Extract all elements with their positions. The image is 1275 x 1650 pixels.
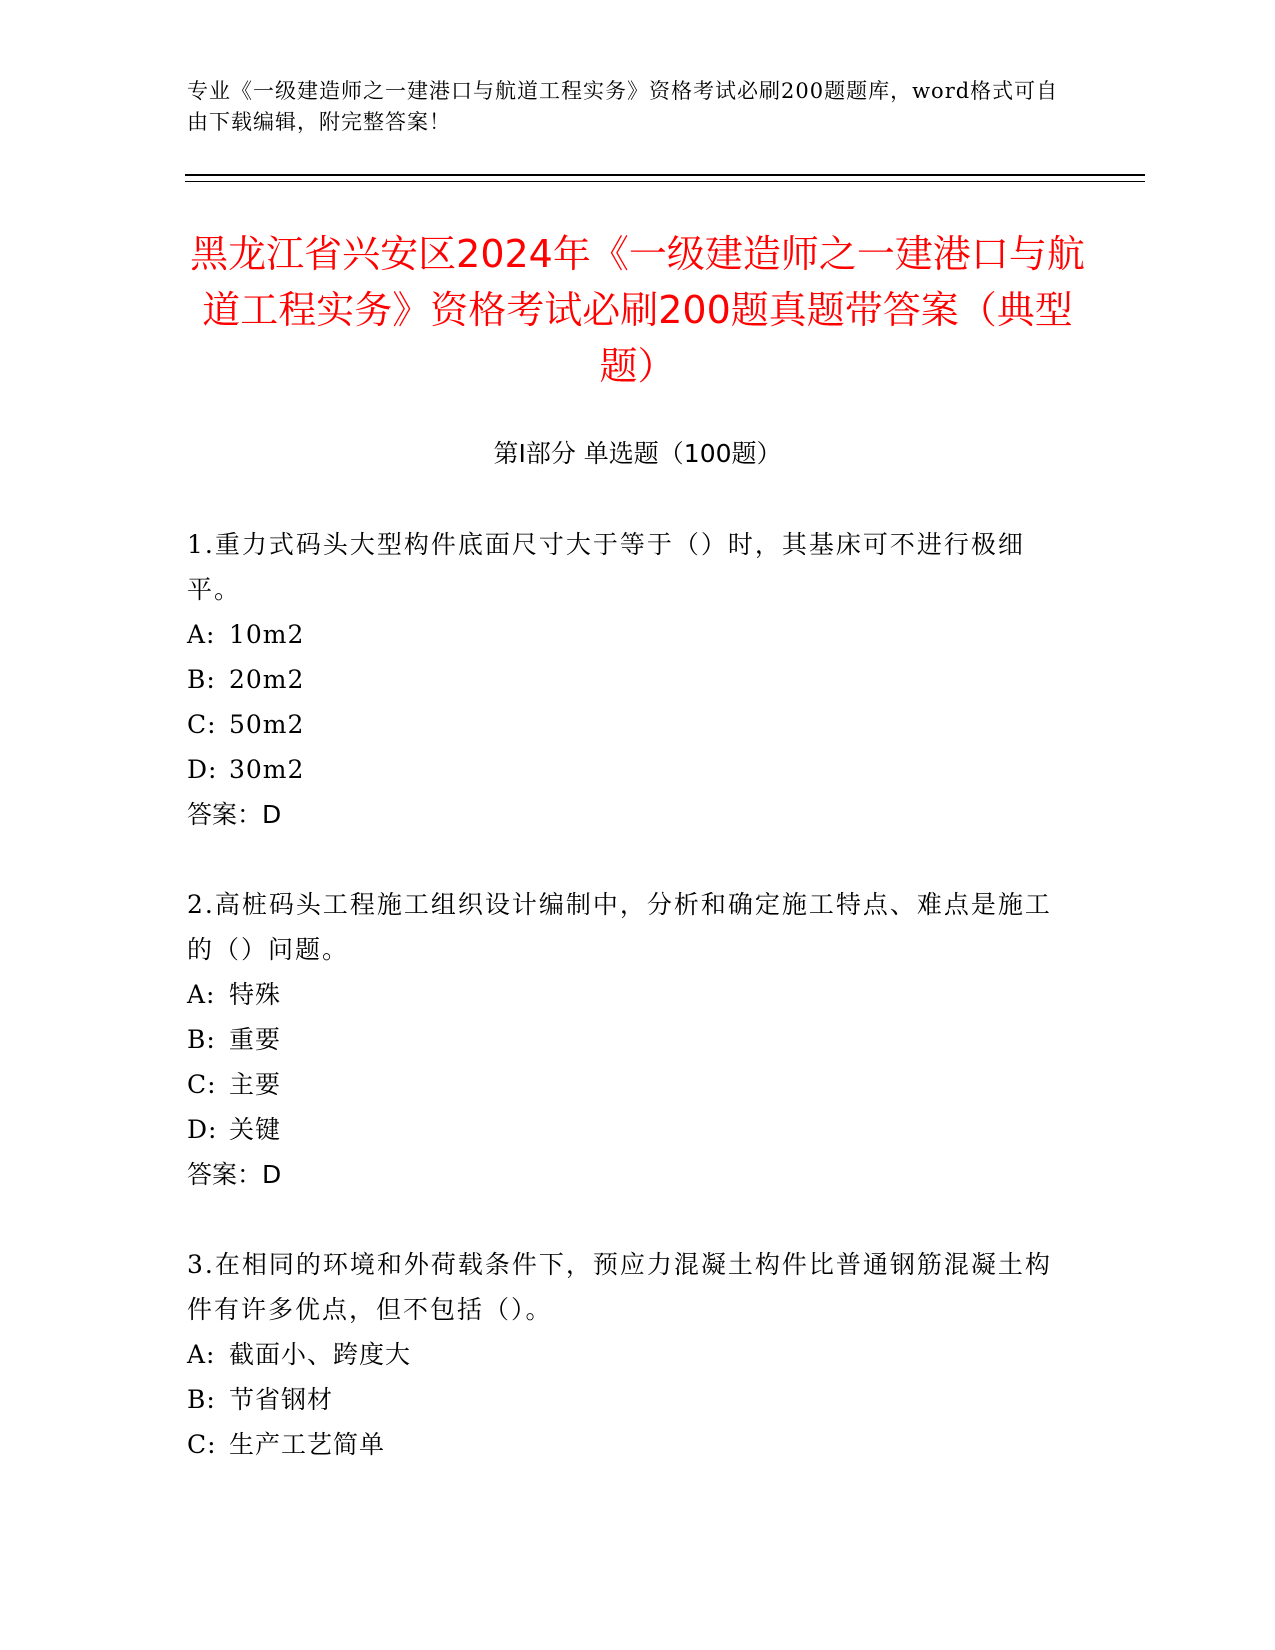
- option-text: 50m2: [229, 710, 305, 739]
- option-letter: C:: [187, 1430, 217, 1459]
- answer: 答案：D: [187, 800, 282, 829]
- question-stem: 2.高桩码头工程施工组织设计编制中，分析和确定施工特点、难点是施工的（）问题。: [187, 890, 1052, 964]
- answer: 答案：D: [187, 1160, 282, 1189]
- option-text: 关键: [229, 1115, 282, 1144]
- option-a: [187, 1332, 1067, 1377]
- option-text: 20m2: [229, 665, 305, 694]
- option-text: 节省钢材: [229, 1385, 334, 1414]
- option-letter: C:: [187, 710, 217, 739]
- option-letter: B:: [187, 665, 216, 694]
- option-text: 特殊: [229, 980, 282, 1009]
- option-c: [187, 702, 1067, 747]
- option-letter: A:: [187, 620, 216, 649]
- option-d: [187, 1107, 1067, 1152]
- header-note: 专业《一级建造师之一建港口与航道工程实务》资格考试必刷200题题库，word格式可自由下载编辑，附完整答案！: [187, 79, 1059, 134]
- question-1: [187, 522, 1067, 837]
- question-2: [187, 882, 1067, 1197]
- option-letter: B:: [187, 1385, 216, 1414]
- option-c: [187, 1422, 1067, 1467]
- option-letter: A:: [187, 1340, 216, 1369]
- option-text: 10m2: [229, 620, 305, 649]
- option-d: [187, 747, 1067, 792]
- option-b: [187, 1377, 1067, 1422]
- option-text: 生产工艺简单: [229, 1430, 386, 1459]
- option-letter: B:: [187, 1025, 216, 1054]
- question-stem: 3.在相同的环境和外荷载条件下，预应力混凝土构件比普通钢筋混凝土构件有许多优点，但不包括（）。: [187, 1250, 1052, 1324]
- option-letter: C:: [187, 1070, 217, 1099]
- option-letter: D:: [187, 755, 218, 784]
- header-divider-thick: [185, 174, 1145, 176]
- header-divider-thin: [185, 181, 1145, 182]
- option-text: 30m2: [229, 755, 305, 784]
- document-title: 黑龙江省兴安区2024年《一级建造师之一建港口与航道工程实务》资格考试必刷200题真题带答案（典型题）: [190, 232, 1085, 388]
- question-3: [187, 1242, 1067, 1467]
- section-heading: 第Ⅰ部分 单选题（100题）: [493, 439, 782, 468]
- option-text: 重要: [229, 1025, 282, 1054]
- question-stem: 1.重力式码头大型构件底面尺寸大于等于（）时，其基床可不进行极细平。: [187, 530, 1025, 604]
- option-b: [187, 1017, 1067, 1062]
- option-text: 截面小、跨度大: [229, 1340, 412, 1369]
- option-b: [187, 657, 1067, 702]
- option-letter: A:: [187, 980, 216, 1009]
- option-letter: D:: [187, 1115, 218, 1144]
- option-a: [187, 612, 1067, 657]
- option-c: [187, 1062, 1067, 1107]
- option-a: [187, 972, 1067, 1017]
- option-text: 主要: [229, 1070, 282, 1099]
